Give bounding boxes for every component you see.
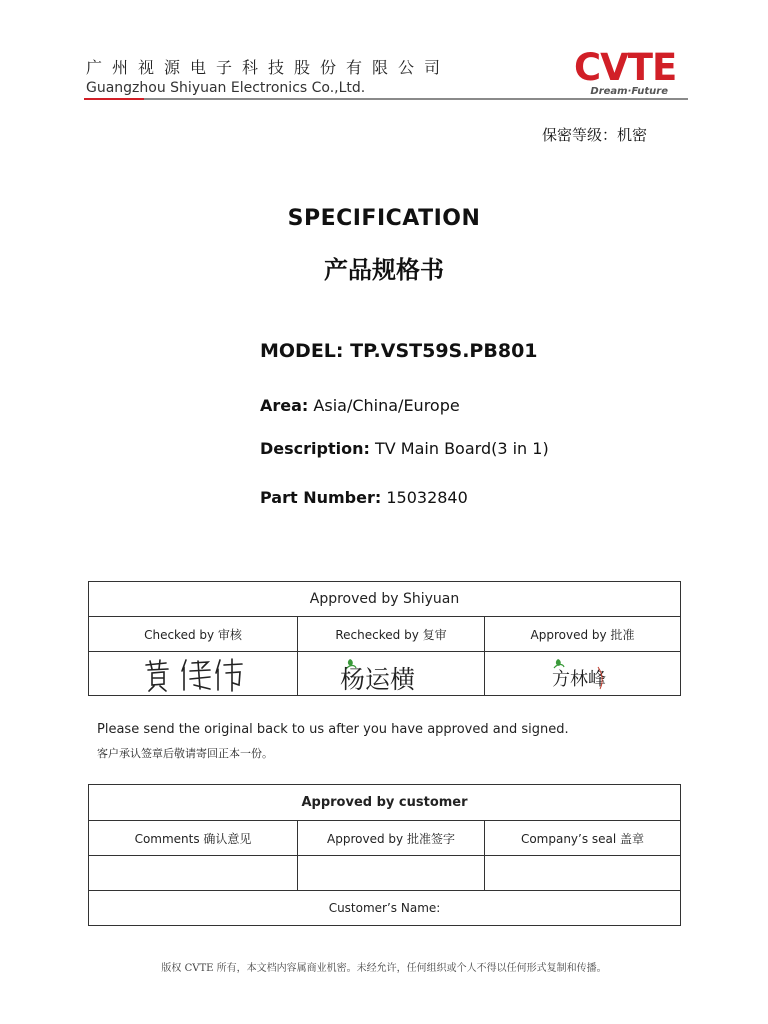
area-line <box>260 396 460 415</box>
rechecked-by-signature <box>336 655 446 693</box>
part-number-value: 15032840 <box>386 488 468 507</box>
customer-signature-cell[interactable] <box>298 856 485 891</box>
area-label: Area: <box>260 396 309 415</box>
document-title: SPECIFICATION <box>287 206 481 231</box>
approved-by-signature <box>528 655 638 693</box>
header-divider-accent <box>84 98 144 100</box>
rechecked-by-signature-text: 杨运横 <box>340 664 416 693</box>
area-value: Asia/China/Europe <box>313 396 460 415</box>
description-value: TV Main Board(3 in 1) <box>374 439 549 458</box>
comments-cell[interactable] <box>89 856 298 891</box>
customer-approved-by-header: Approved by 批准签字 <box>298 821 485 856</box>
approval-shiyuan-title: Approved by Shiyuan <box>89 582 681 617</box>
model-number: MODEL: TP.VST59S.PB801 <box>260 340 538 362</box>
company-seal-cell[interactable] <box>485 856 681 891</box>
rechecked-by-signature-cell <box>298 652 485 696</box>
copyright-footer: 版权 CVTE 所有，本文档内容属商业机密。未经允许，任何组织或个人不得以任何形式复制和传播。 <box>161 963 607 974</box>
approval-customer-table <box>88 784 681 926</box>
approved-by-signature-cell <box>485 652 681 696</box>
description-line <box>260 439 549 458</box>
company-name-cn: 广州视源电子科技股份有限公司 <box>86 58 451 77</box>
company-seal-header: Company’s seal 盖章 <box>485 821 681 856</box>
approved-by-header: Approved by 批准 <box>485 617 681 652</box>
checked-by-header: Checked by 审核 <box>89 617 298 652</box>
checked-by-signature <box>138 655 248 693</box>
logo-tagline: Dream·Future <box>590 86 668 97</box>
return-instruction-en: Please send the original back to us after you have approved and signed. <box>97 722 569 737</box>
rechecked-by-header: Rechecked by 复审 <box>298 617 485 652</box>
checked-by-signature-cell <box>89 652 298 696</box>
part-number-line <box>260 488 468 507</box>
approval-shiyuan-table <box>88 581 681 696</box>
security-level: 保密等级：机密 <box>542 126 648 144</box>
document-title-cn: 产品规格书 <box>324 255 444 284</box>
return-instruction-cn: 客户承认签章后敬请寄回正本一份。 <box>97 747 273 760</box>
approved-by-signature-text: 方林峰 <box>551 668 606 690</box>
logo-wordmark: CVTE <box>574 46 677 89</box>
customer-name-field[interactable]: Customer’s Name: <box>89 891 681 926</box>
approval-customer-title: Approved by customer <box>89 785 681 821</box>
comments-header: Comments 确认意见 <box>89 821 298 856</box>
cvte-logo <box>574 48 688 102</box>
description-label: Description: <box>260 439 370 458</box>
part-number-label: Part Number: <box>260 488 382 507</box>
company-name-en: Guangzhou Shiyuan Electronics Co.,Ltd. <box>86 80 366 96</box>
